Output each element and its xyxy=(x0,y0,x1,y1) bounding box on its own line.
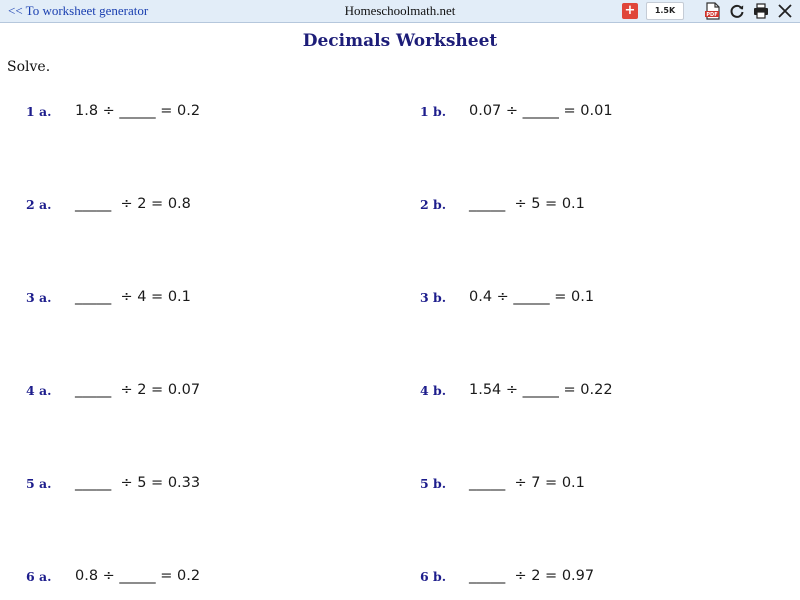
back-to-generator-link[interactable]: << To worksheet generator xyxy=(8,3,149,18)
problem-label: 6 a. xyxy=(26,569,52,584)
problem-label: 2 b. xyxy=(420,197,447,212)
problem-expression: _____ ÷ 5 = 0.1 xyxy=(469,196,585,212)
site-name: Homeschoolmath.net xyxy=(344,3,456,18)
problem-12 xyxy=(420,568,760,588)
pdf-icon[interactable] xyxy=(704,2,722,20)
print-icon[interactable] xyxy=(752,2,770,20)
problem-label: 4 b. xyxy=(420,383,447,398)
problem-label: 5 b. xyxy=(420,476,447,491)
problem-5 xyxy=(26,289,366,309)
refresh-icon[interactable] xyxy=(728,2,746,20)
problem-expression: _____ ÷ 2 = 0.8 xyxy=(75,196,191,212)
problem-expression: _____ ÷ 5 = 0.33 xyxy=(75,475,201,491)
svg-text:PDF: PDF xyxy=(706,12,718,18)
top-toolbar xyxy=(0,0,800,23)
problem-label: 1 b. xyxy=(420,104,447,119)
problem-label: 4 a. xyxy=(26,383,52,398)
problem-8 xyxy=(420,382,760,402)
problem-expression: 1.54 ÷ _____ = 0.22 xyxy=(469,382,613,398)
problem-4 xyxy=(420,196,760,216)
problem-label: 6 b. xyxy=(420,569,447,584)
problem-label: 3 b. xyxy=(420,290,447,305)
problem-expression: 1.8 ÷ _____ = 0.2 xyxy=(75,103,201,119)
share-count-badge[interactable]: 1.5K xyxy=(646,2,684,20)
problem-label: 5 a. xyxy=(26,476,52,491)
problem-label: 3 a. xyxy=(26,290,52,305)
problem-expression: 0.07 ÷ _____ = 0.01 xyxy=(469,103,613,119)
problem-label: 1 a. xyxy=(26,104,52,119)
problem-10 xyxy=(420,475,760,495)
toolbar-actions xyxy=(622,2,794,20)
problem-expression: _____ ÷ 4 = 0.1 xyxy=(75,289,191,305)
problem-3 xyxy=(26,196,366,216)
worksheet-title: Decimals Worksheet xyxy=(302,31,498,51)
problem-label: 2 a. xyxy=(26,197,52,212)
problem-expression: 0.8 ÷ _____ = 0.2 xyxy=(75,568,201,584)
problem-9 xyxy=(26,475,366,495)
problem-expression: _____ ÷ 2 = 0.97 xyxy=(469,568,595,584)
close-icon[interactable] xyxy=(776,2,794,20)
problem-2 xyxy=(420,103,760,123)
problem-7 xyxy=(26,382,366,402)
problem-6 xyxy=(420,289,760,309)
instructions: Solve. xyxy=(7,59,51,75)
plus-icon[interactable]: + xyxy=(622,3,638,19)
problem-11 xyxy=(26,568,366,588)
problem-1 xyxy=(26,103,366,123)
problem-expression: _____ ÷ 2 = 0.07 xyxy=(75,382,201,398)
problem-expression: 0.4 ÷ _____ = 0.1 xyxy=(469,289,595,305)
problem-expression: _____ ÷ 7 = 0.1 xyxy=(469,475,585,491)
